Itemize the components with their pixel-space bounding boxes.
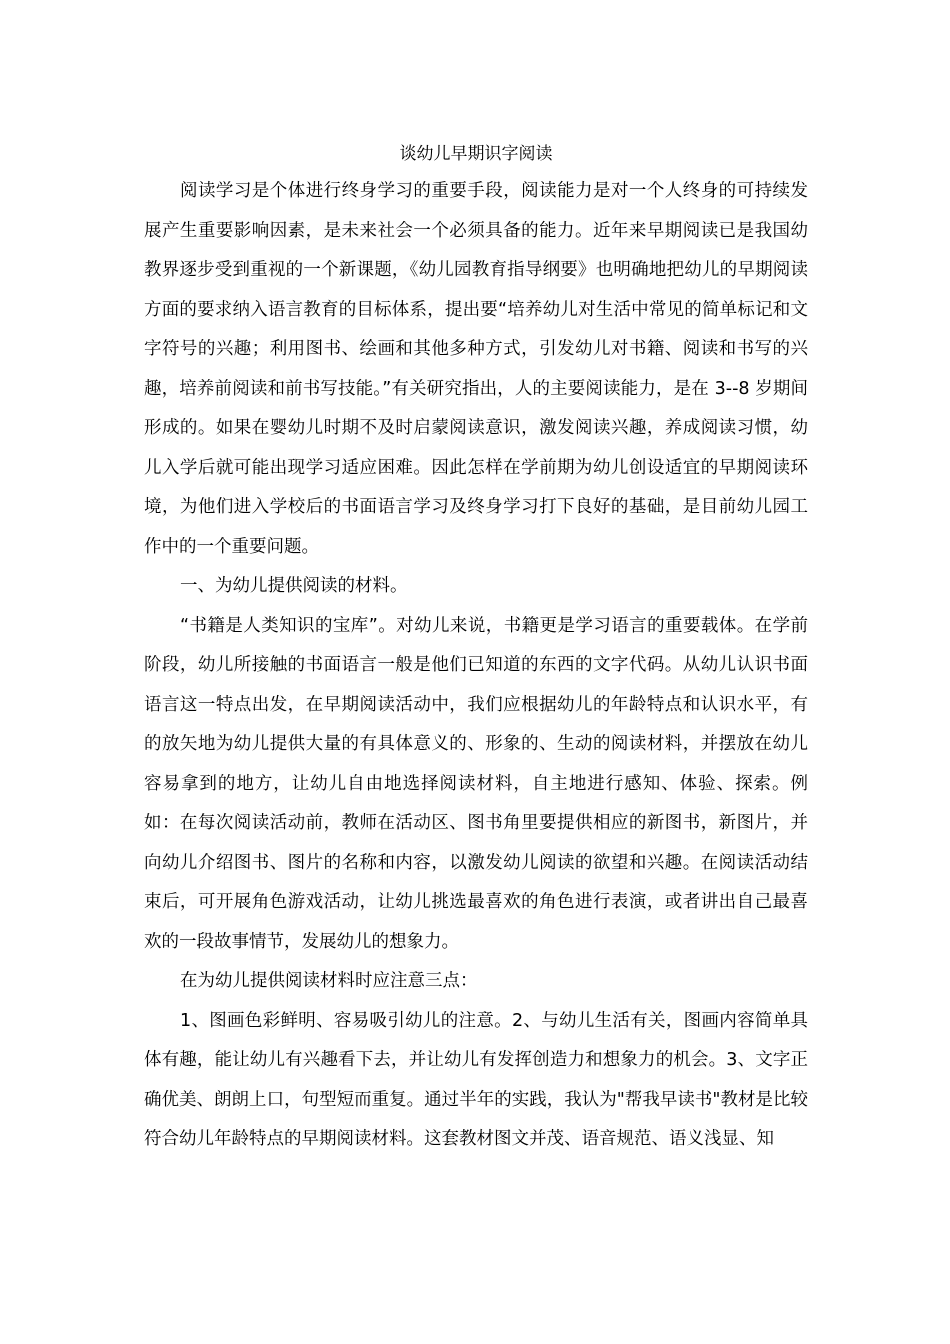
- section-heading-1: 一、为幼儿提供阅读的材料。: [180, 576, 408, 596]
- paragraph-books: “书籍是人类知识的宝库”。对幼儿来说，书籍更是学习语言的重要载体。在学前阶段，幼儿所接触的书面语言一般是他们已知道的东西的文字代码。从幼儿认识书面语言这一特点出发，在早期阅读活动中，我们应根据幼儿的年龄特点和认识水平，有的放矢地为幼儿提供大量的有具体意义的、形象的、生动的阅读材料，并摆放在幼儿容易拿到的地方，让幼儿自由地选择阅读材料，自主地进行感知、体验、探索。例如：在每次阅读活动前，教师在活动区、图书角里要提供相应的新图书，新图片，并向幼儿介绍图书、图片的名称和内容，以激发幼儿阅读的欲望和兴趣。在阅读活动结束后，可开展角色游戏活动，让幼儿挑选最喜欢的角色进行表演，或者讲出自己最喜欢的一段故事情节，发展幼儿的想象力。: [144, 615, 808, 952]
- paragraph-three-points-intro: 在为幼儿提供阅读材料时应注意三点：: [180, 971, 478, 991]
- document-body: [144, 172, 808, 1160]
- paragraph-three-points: 1、图画色彩鲜明、容易吸引幼儿的注意。2、与幼儿生活有关，图画内容简单具体有趣，能让幼儿有兴趣看下去，并让幼儿有发挥创造力和想象力的机会。3、文字正确优美、朗朗上口，句型短而重复。通过半年的实践，我认为"帮我早读书"教材是比较符合幼儿年龄特点的早期阅读材料。这套教材图文并茂、语音规范、语义浅显、知: [144, 1010, 808, 1149]
- document-title: 谈幼儿早期识字阅读: [399, 144, 553, 164]
- paragraph-intro: 阅读学习是个体进行终身学习的重要手段，阅读能力是对一个人终身的可持续发展产生重要影响因素，是未来社会一个必须具备的能力。近年来早期阅读已是我国幼教界逐步受到重视的一个新课题，《幼儿园教育指导纲要》也明确地把幼儿的早期阅读方面的要求纳入语言教育的目标体系，提出要“培养幼儿对生活中常见的简单标记和文字符号的兴趣；利用图书、绘画和其他多种方式，引发幼儿对书籍、阅读和书写的兴趣，培养前阅读和前书写技能。”有关研究指出，人的主要阅读能力，是在 3--8 岁期间形成的。如果在婴幼儿时期不及时启蒙阅读意识，激发阅读兴趣，养成阅读习惯，幼儿入学后就可能出现学习适应困难。因此怎样在学前期为幼儿创设适宜的早期阅读环境，为他们进入学校后的书面语言学习及终身学习打下良好的基础，是目前幼儿园工作中的一个重要问题。: [144, 181, 808, 557]
